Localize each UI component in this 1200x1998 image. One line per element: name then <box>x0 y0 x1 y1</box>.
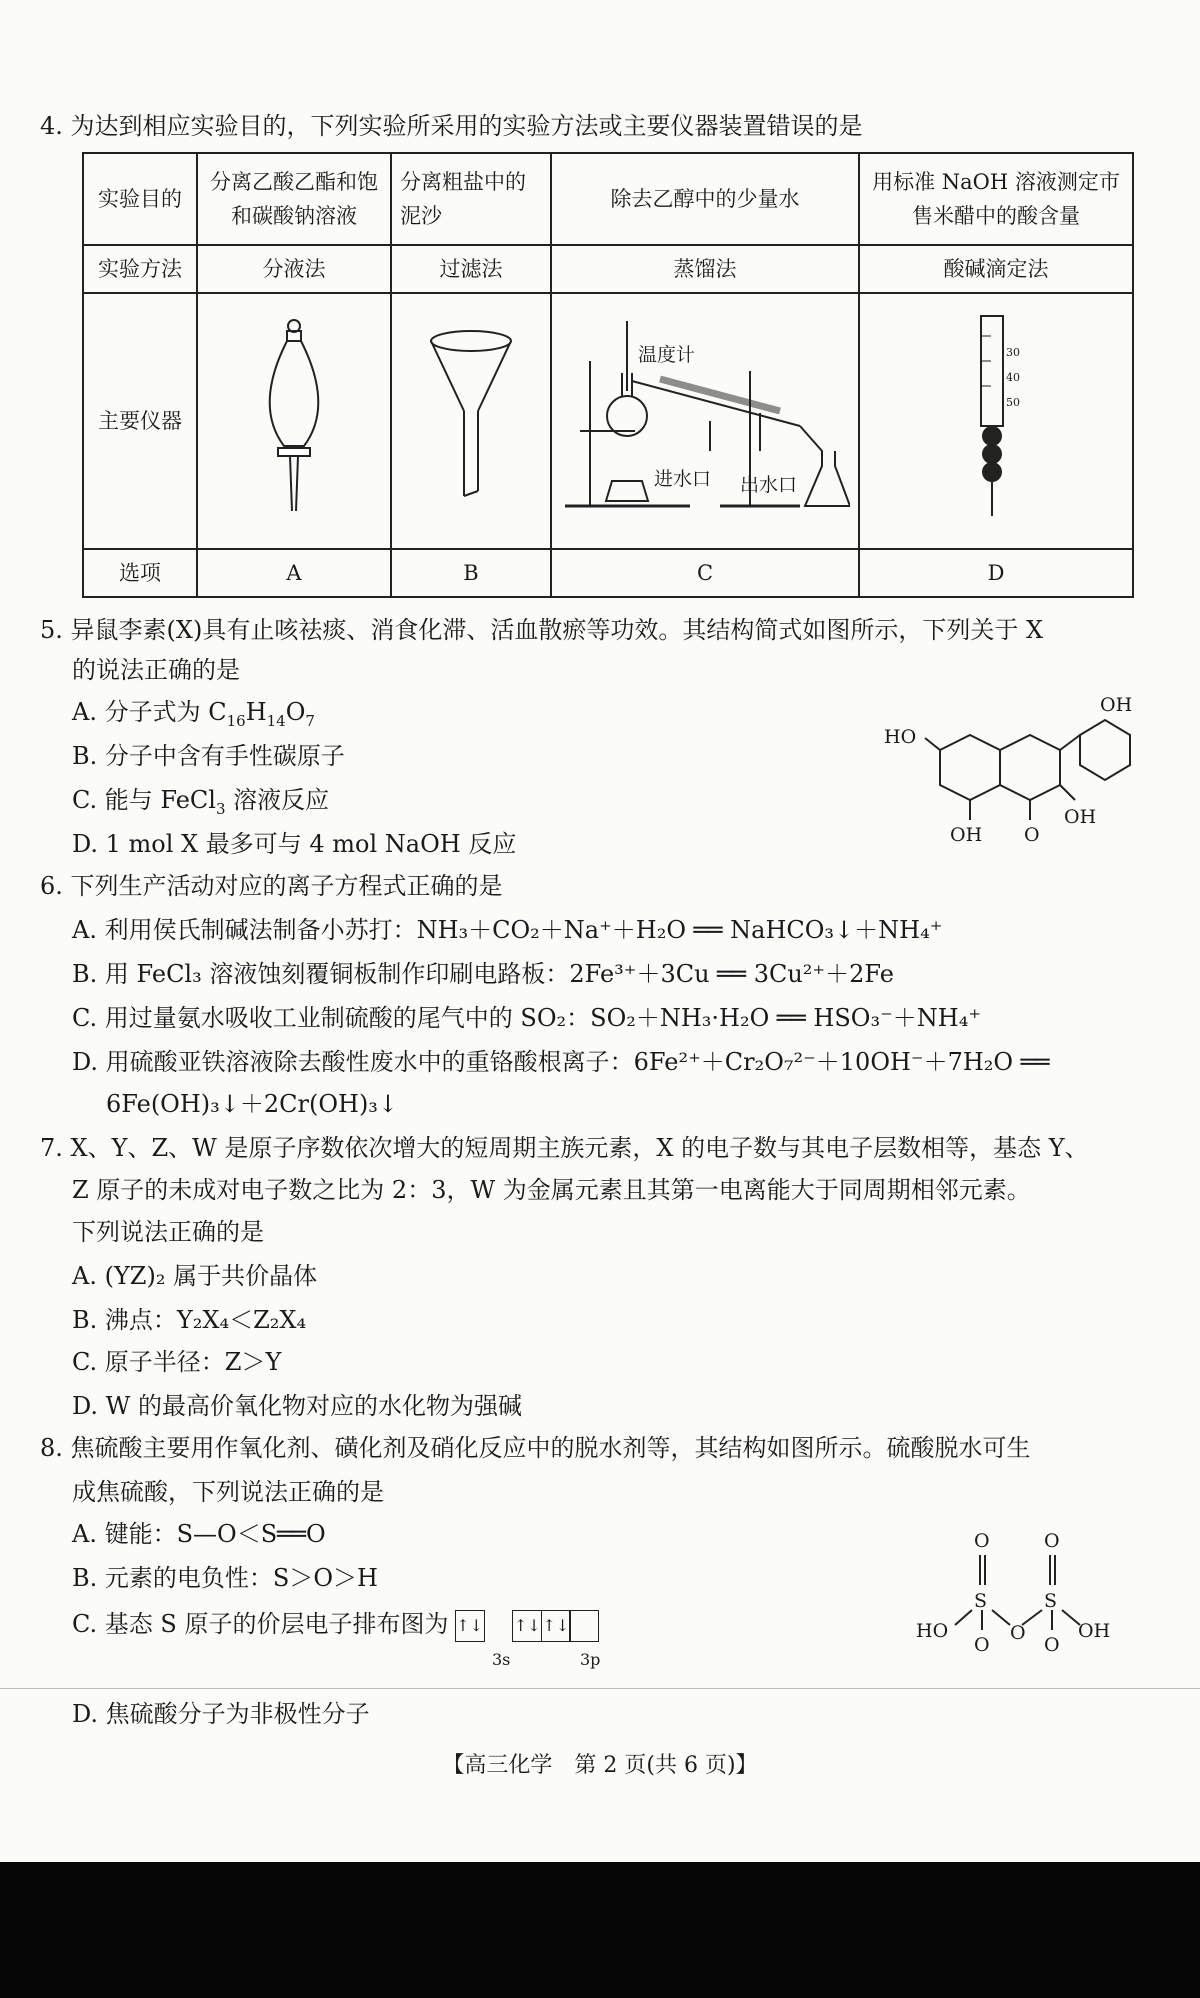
row-header-apparatus: 主要仪器 <box>83 293 197 549</box>
page-divider <box>0 1688 1200 1689</box>
q4-experiment-table <box>82 152 1134 598</box>
q6-option-d-line1: D. 用硫酸亚铁溶液除去酸性废水中的重铬酸根离子：6Fe²⁺＋Cr₂O₇²⁻＋10OH⁻＋7H₂O ══ <box>72 1048 1050 1076</box>
row-header-purpose: 实验目的 <box>83 153 197 245</box>
q5-option-c: C. 能与 FeCl$_3$ 溶液反应 <box>72 786 330 818</box>
struct-o-carbonyl: O <box>1024 824 1040 846</box>
option-c: C <box>551 549 859 597</box>
page-footer: 【高三化学 第 2 页(共 6 页)】 <box>442 1753 758 1778</box>
purpose-b: 分离粗盐中的泥沙 <box>391 153 551 245</box>
q8-stem-line1: 8. 焦硫酸主要用作氧化剂、磺化剂及硝化反应中的脱水剂等，其结构如图所示。硫酸脱水可生 <box>40 1434 1031 1462</box>
orbital-3p-2: ↑↓ <box>541 1610 571 1642</box>
q7-stem-line2: Z 原子的未成对电子数之比为 2：3，W 为金属元素且其第一电离能大于同周期相邻元素。 <box>72 1176 1031 1204</box>
struct-oh-bottom-right: OH <box>1064 806 1097 828</box>
struct-ho: HO <box>916 1620 949 1642</box>
apparatus-d <box>859 293 1133 549</box>
row-header-option: 选项 <box>83 549 197 597</box>
q7-option-a: A. (YZ)₂ 属于共价晶体 <box>72 1262 318 1290</box>
q5-stem-line2: 的说法正确的是 <box>72 656 240 684</box>
q7-stem-line3: 下列说法正确的是 <box>72 1218 264 1246</box>
separatory-funnel-icon <box>234 306 354 526</box>
orbital-label-3s: 3s <box>492 1650 511 1669</box>
apparatus-b <box>391 293 551 549</box>
struct-s-left: S <box>974 1590 988 1612</box>
struct-o-bottom-left: O <box>974 1634 990 1656</box>
q8-option-b: B. 元素的电负性：S＞O＞H <box>72 1564 378 1592</box>
struct-s-right: S <box>1044 1590 1058 1612</box>
orbital-3s: ↑↓ <box>455 1610 485 1642</box>
q6-option-b: B. 用 FeCl₃ 溶液蚀刻覆铜板制作印刷电路板：2Fe³⁺＋3Cu ══ 3Cu²⁺＋2Fe <box>72 960 894 988</box>
row-header-method: 实验方法 <box>83 245 197 293</box>
q6-option-a: A. 利用侯氏制碱法制备小苏打：NH₃＋CO₂＋Na⁺＋H₂O ══ NaHCO₃↓＋NH₄⁺ <box>72 916 943 944</box>
water-in-label: 进水口 <box>654 468 712 490</box>
water-out-label: 出水口 <box>740 474 798 496</box>
purpose-c: 除去乙醇中的少量水 <box>551 153 859 245</box>
option-d: D <box>859 549 1133 597</box>
struct-ho-left: HO <box>884 726 917 748</box>
struct-o-top-right: O <box>1044 1530 1060 1552</box>
q5-option-a: A. 分子式为 $C_{16}H_{14}O_7$ <box>72 698 315 730</box>
q8-stem-line2: 成焦硫酸，下列说法正确的是 <box>72 1478 384 1506</box>
thermometer-label: 温度计 <box>638 344 696 366</box>
struct-oh: OH <box>1078 1620 1111 1642</box>
q7-stem-line1: 7. X、Y、Z、W 是原子序数依次增大的短周期主族元素，X 的电子数与其电子层数相等，基态 Y、 <box>40 1134 1089 1162</box>
method-b: 过滤法 <box>391 245 551 293</box>
purpose-d: 用标准 NaOH 溶液测定市售米醋中的酸含量 <box>859 153 1133 245</box>
method-a: 分液法 <box>197 245 391 293</box>
q5-option-b: B. 分子中含有手性碳原子 <box>72 742 345 770</box>
option-a: A <box>197 549 391 597</box>
q7-option-c: C. 原子半径：Z＞Y <box>72 1348 282 1376</box>
orbital-3p-1: ↑↓ <box>512 1610 542 1642</box>
q4-stem: 4. 为达到相应实验目的，下列实验所采用的实验方法或主要仪器装置错误的是 <box>40 112 863 140</box>
q6-option-d-line2: 6Fe(OH)₃↓＋2Cr(OH)₃↓ <box>106 1090 399 1118</box>
scan-bottom-band <box>0 1862 1200 1998</box>
burette-tick-50: 50 <box>1006 396 1020 409</box>
q5-option-d: D. 1 mol X 最多可与 4 mol NaOH 反应 <box>72 830 517 858</box>
burette-tick-30: 30 <box>1006 346 1020 359</box>
option-b: B <box>391 549 551 597</box>
burette-icon <box>951 306 1041 526</box>
q8-option-d: D. 焦硫酸分子为非极性分子 <box>72 1700 370 1728</box>
struct-o-top-left: O <box>974 1530 990 1552</box>
distillation-apparatus-icon <box>560 301 850 531</box>
funnel-icon <box>416 311 526 521</box>
q7-option-d: D. W 的最高价氧化物对应的水化物为强碱 <box>72 1392 522 1420</box>
q6-option-c: C. 用过量氨水吸收工业制硫酸的尾气中的 SO₂：SO₂＋NH₃·H₂O ══ HSO₃⁻＋NH₄⁺ <box>72 1004 981 1032</box>
q7-option-b: B. 沸点：Y₂X₄＜Z₂X₄ <box>72 1306 307 1334</box>
q8-option-a: A. 键能：S—O＜S══O <box>72 1520 326 1548</box>
apparatus-c <box>551 293 859 549</box>
method-d: 酸碱滴定法 <box>859 245 1133 293</box>
struct-o-bridge: O <box>1010 1622 1026 1644</box>
q6-stem: 6. 下列生产活动对应的离子方程式正确的是 <box>40 872 503 900</box>
q8-option-c: C. 基态 S 原子的价层电子排布图为 ↑↓ ↑↓ ↑↓ <box>72 1604 599 1644</box>
orbital-label-3p: 3p <box>580 1650 601 1669</box>
method-c: 蒸馏法 <box>551 245 859 293</box>
q5-stem-line1: 5. 异鼠李素(X)具有止咳祛痰、消食化滞、活血散瘀等功效。其结构简式如图所示，下列关于 X <box>40 616 1044 644</box>
purpose-a: 分离乙酸乙酯和饱和碳酸钠溶液 <box>197 153 391 245</box>
struct-o-bottom-right: O <box>1044 1634 1060 1656</box>
struct-oh-top: OH <box>1100 694 1133 716</box>
struct-oh-bottom-left: OH <box>950 824 983 846</box>
orbital-3p-3 <box>569 1610 599 1642</box>
apparatus-a <box>197 293 391 549</box>
burette-tick-40: 40 <box>1006 371 1020 384</box>
